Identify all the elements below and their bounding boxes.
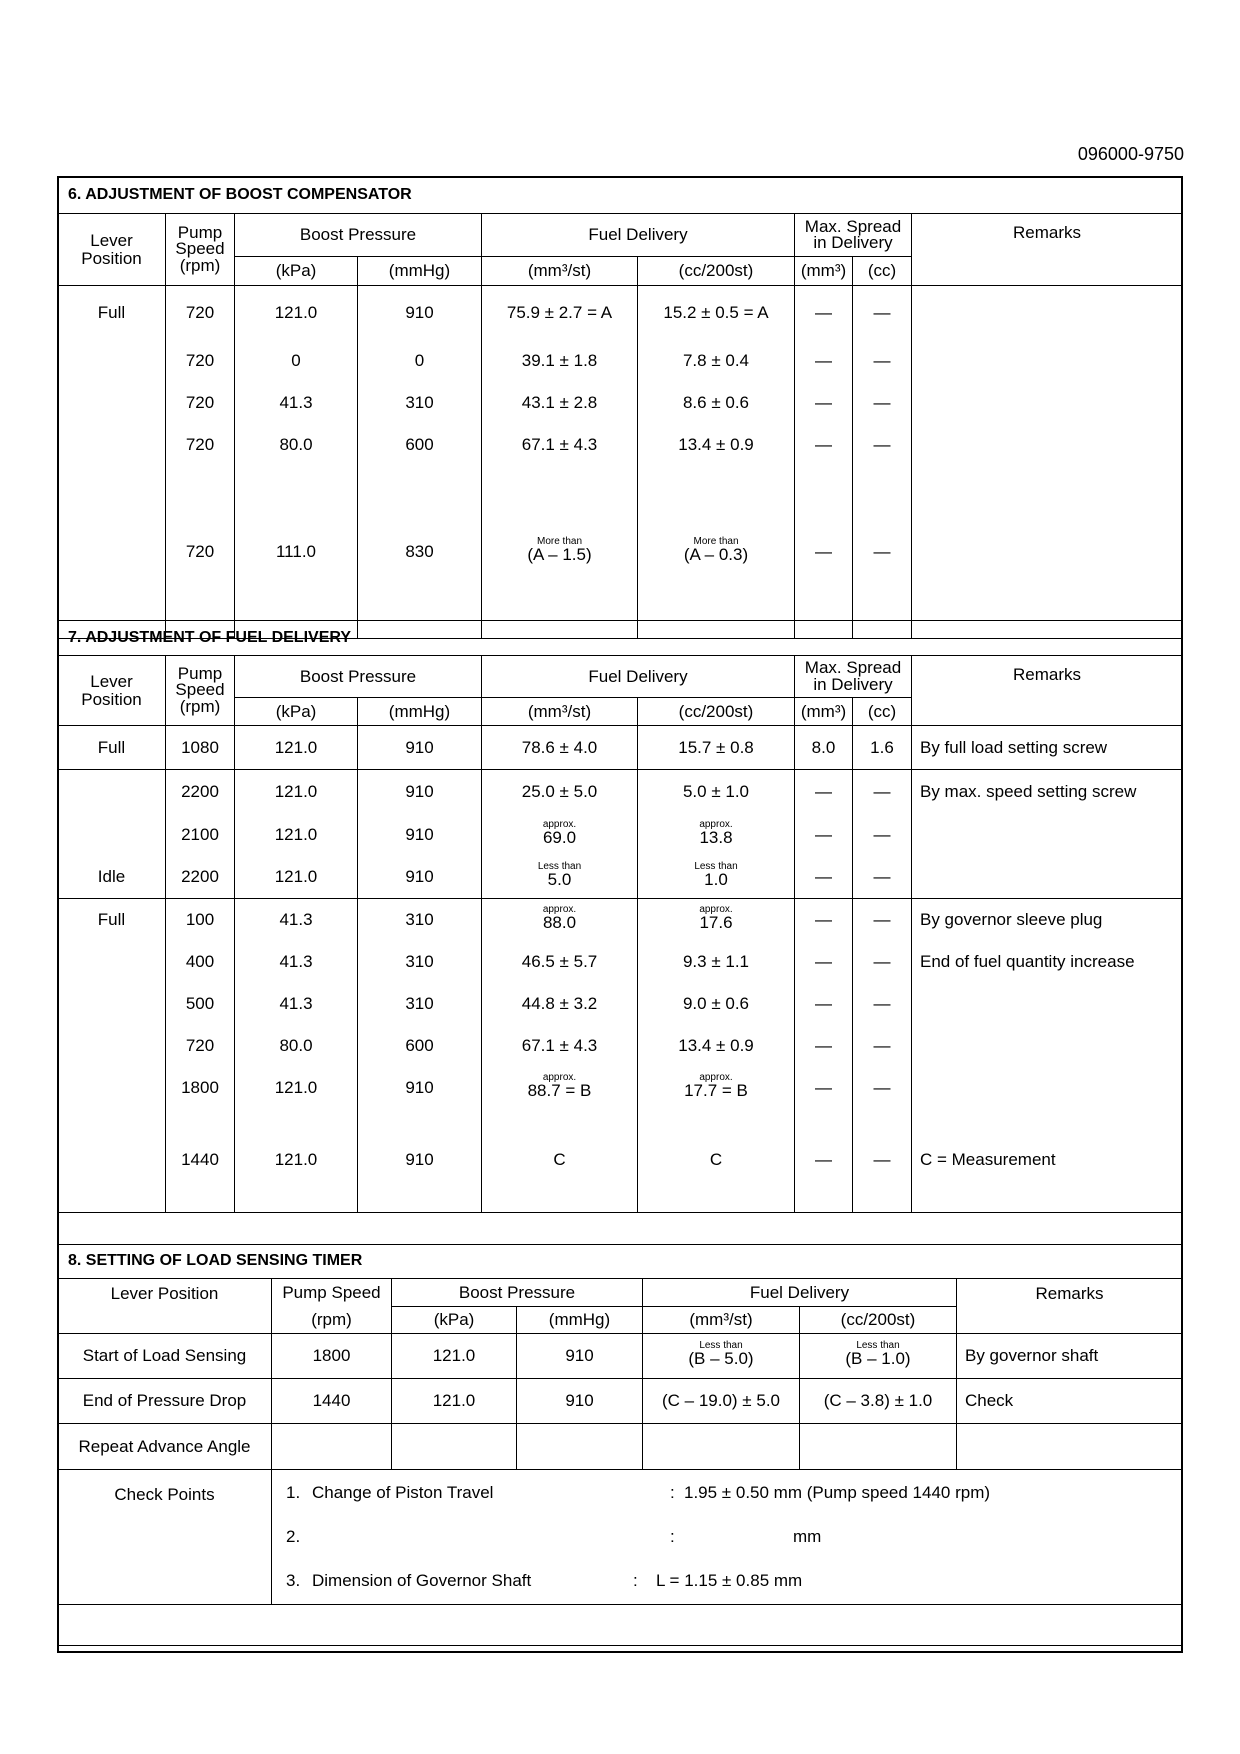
fuel-mm3-cell: 46.5 ± 5.7 (482, 941, 638, 983)
spread-mm3-cell: 8.0 (795, 726, 853, 770)
fuel-cc-cell: 8.6 ± 0.6 (638, 382, 795, 424)
boost-compensator-table (57, 176, 1183, 639)
spread-cc-cell: — (853, 898, 912, 941)
boost-mmhg-cell: 310 (358, 382, 482, 424)
check-point-value: mm (793, 1527, 822, 1546)
lever-position-cell (58, 770, 166, 814)
boost-kpa-cell: 121.0 (235, 770, 358, 814)
remarks-cell: Check (957, 1379, 1183, 1424)
remarks-cell (912, 856, 1183, 899)
check-point-item (286, 1515, 1182, 1559)
boost-mmhg-cell: 830 (358, 466, 482, 639)
fuel-cc-cell-qualifier: Less than (694, 860, 738, 872)
fuel-mm3-cell-qualifier: approx. (542, 818, 577, 830)
fuel-mm3-cell: 39.1 ± 1.8 (482, 340, 638, 382)
load-sensing-timer-table (57, 1244, 1183, 1646)
fuel-cc-cell: C (638, 1109, 795, 1212)
boost-mmhg-cell: 600 (358, 1025, 482, 1067)
fuel-delivery-header: Fuel Delivery (482, 214, 795, 257)
boost-mmhg-cell: 910 (358, 814, 482, 856)
pump-speed-cell: 400 (166, 941, 235, 983)
boost-kpa-cell: 121.0 (235, 814, 358, 856)
spread-mm3-cell: — (795, 466, 853, 639)
row-label-cell: End of Pressure Drop (58, 1379, 272, 1424)
spread-cc-cell: — (853, 424, 912, 466)
fuel-mm3-cell: Less than 5.0 (482, 856, 638, 899)
remarks-cell (912, 466, 1183, 639)
pump-speed-cell: 100 (166, 898, 235, 941)
pump-speed-cell: 2200 (166, 770, 235, 814)
remarks-cell (912, 814, 1183, 856)
spread-cc-cell: 1.6 (853, 726, 912, 770)
boost-mmhg-cell: 310 (358, 983, 482, 1025)
fuel-cc-cell: approx. 17.7 = B (638, 1067, 795, 1109)
pump-speed-cell: 720 (166, 1025, 235, 1067)
spread-cc-cell: — (853, 814, 912, 856)
fuel-delivery-header: Fuel Delivery (643, 1279, 957, 1307)
fuel-cc-cell: More than (A – 0.3) (638, 466, 795, 639)
check-point-text: Change of Piston Travel (312, 1483, 494, 1502)
cc-200st-unit: (cc/200st) (638, 698, 795, 726)
spread-cc-cell: — (853, 1025, 912, 1067)
check-point-item (286, 1471, 1182, 1515)
document-number: 096000-9750 (1077, 144, 1184, 164)
boost-mmhg-cell: 910 (358, 1067, 482, 1109)
check-point-text: Dimension of Governor Shaft (312, 1571, 532, 1590)
spread-cc-unit: (cc) (853, 698, 912, 726)
check-point-colon: : (670, 1483, 675, 1502)
blank-footer-row (58, 1605, 1183, 1646)
boost-mmhg-cell: 910 (358, 726, 482, 770)
fuel-cc-cell: 13.4 ± 0.9 (638, 1025, 795, 1067)
check-point-colon: : (670, 1527, 675, 1546)
check-point-number: 3. (286, 1571, 301, 1590)
mmhg-unit: (mmHg) (358, 257, 482, 286)
fuel-mm3-cell: 25.0 ± 5.0 (482, 770, 638, 814)
pump-speed-header: Pump Speed (rpm) (166, 656, 235, 726)
boost-kpa-cell (392, 1424, 517, 1470)
lever-position-header: Lever Position (58, 656, 166, 726)
section-6-title: 6. ADJUSTMENT OF BOOST COMPENSATOR (58, 177, 1183, 214)
boost-kpa-cell: 121.0 (392, 1334, 517, 1379)
fuel-cc-cell: Less than (B – 1.0) (800, 1334, 957, 1379)
kpa-unit: (kPa) (235, 698, 358, 726)
fuel-mm3-cell: approx. 88.7 = B (482, 1067, 638, 1109)
table-row (58, 898, 1183, 941)
pump-speed-cell (272, 1424, 392, 1470)
fuel-mm3-cell: 67.1 ± 4.3 (482, 424, 638, 466)
fuel-mm3-cell: 78.6 ± 4.0 (482, 726, 638, 770)
pump-speed-cell: 2100 (166, 814, 235, 856)
fuel-cc-cell: Less than 1.0 (638, 856, 795, 899)
table-row (58, 382, 1183, 424)
check-point-colon: : (633, 1571, 638, 1590)
fuel-cc-cell: 5.0 ± 1.0 (638, 770, 795, 814)
kpa-unit: (kPa) (235, 257, 358, 286)
boost-mmhg-cell: 0 (358, 340, 482, 382)
spread-mm3-unit: (mm³) (795, 698, 853, 726)
fuel-cc-cell: (C – 3.8) ± 1.0 (800, 1379, 957, 1424)
boost-kpa-cell: 111.0 (235, 466, 358, 639)
pump-speed-cell: 1440 (166, 1109, 235, 1212)
rpm-unit: (rpm) (272, 1307, 392, 1334)
table-row (58, 1109, 1183, 1212)
spread-mm3-cell: — (795, 941, 853, 983)
boost-kpa-cell: 121.0 (235, 1067, 358, 1109)
spread-mm3-cell: — (795, 856, 853, 899)
spread-cc-cell: — (853, 856, 912, 899)
boost-kpa-cell: 41.3 (235, 898, 358, 941)
boost-mmhg-cell: 310 (358, 898, 482, 941)
boost-kpa-cell: 121.0 (235, 1109, 358, 1212)
check-point-number: 1. (286, 1483, 301, 1502)
boost-mmhg-cell: 910 (358, 770, 482, 814)
pump-speed-cell: 1080 (166, 726, 235, 770)
fuel-cc-cell: 7.8 ± 0.4 (638, 340, 795, 382)
spread-mm3-cell: — (795, 898, 853, 941)
cc-200st-unit: (cc/200st) (638, 257, 795, 286)
boost-mmhg-cell (517, 1424, 643, 1470)
kpa-unit: (kPa) (392, 1307, 517, 1334)
check-point-value: 1.95 ± 0.50 mm (Pump speed 1440 rpm) (684, 1483, 991, 1502)
boost-mmhg-cell: 310 (358, 941, 482, 983)
remarks-cell (912, 424, 1183, 466)
fuel-cc-cell-qualifier: More than (693, 535, 739, 547)
fuel-mm3-cell (643, 1424, 800, 1470)
fuel-cc-cell: 15.2 ± 0.5 = A (638, 286, 795, 340)
fuel-mm3-cell: (C – 19.0) ± 5.0 (643, 1379, 800, 1424)
lever-position-cell: Full (58, 898, 166, 941)
spread-cc-cell: — (853, 466, 912, 639)
spread-mm3-unit: (mm³) (795, 257, 853, 286)
mm3-st-unit: (mm³/st) (643, 1307, 800, 1334)
lever-position-cell (58, 424, 166, 466)
spread-cc-cell: — (853, 1109, 912, 1212)
mm3-st-unit: (mm³/st) (482, 698, 638, 726)
lever-position-cell: Idle (58, 856, 166, 899)
table-row (58, 856, 1183, 899)
table-row (58, 1067, 1183, 1109)
lever-position-cell: Full (58, 726, 166, 770)
pump-speed-cell: 720 (166, 382, 235, 424)
remarks-cell: By governor sleeve plug (912, 898, 1183, 941)
table-row (58, 770, 1183, 814)
lever-position-cell: Full (58, 286, 166, 340)
remarks-cell (912, 1025, 1183, 1067)
lever-position-cell (58, 1067, 166, 1109)
remarks-cell (957, 1424, 1183, 1470)
fuel-mm3-cell: approx. 88.0 (482, 898, 638, 941)
table-row (58, 466, 1183, 639)
remarks-cell: By governor shaft (957, 1334, 1183, 1379)
remarks-header: Remarks (912, 214, 1183, 286)
spread-mm3-cell: — (795, 286, 853, 340)
spread-cc-unit: (cc) (853, 257, 912, 286)
remarks-cell (912, 983, 1183, 1025)
remarks-cell (912, 382, 1183, 424)
section-7-title: 7. ADJUSTMENT OF FUEL DELIVERY (58, 621, 1183, 656)
spread-cc-cell: — (853, 340, 912, 382)
fuel-cc-cell-qualifier: Less than (856, 1340, 900, 1351)
boost-kpa-cell: 41.3 (235, 941, 358, 983)
spread-cc-cell: — (853, 941, 912, 983)
section-8-title: 8. SETTING OF LOAD SENSING TIMER (58, 1245, 1183, 1279)
row-label-cell: Repeat Advance Angle (58, 1424, 272, 1470)
lever-position-cell (58, 1109, 166, 1212)
fuel-mm3-cell: C (482, 1109, 638, 1212)
remarks-cell: End of fuel quantity increase (912, 941, 1183, 983)
lever-position-header: Lever Position (58, 1279, 272, 1334)
boost-mmhg-cell: 910 (517, 1334, 643, 1379)
max-spread-header: Max. Spread in Delivery (795, 214, 912, 257)
boost-mmhg-cell: 600 (358, 424, 482, 466)
table-row (58, 1424, 1183, 1470)
check-point-number: 2. (286, 1527, 301, 1546)
mmhg-unit: (mmHg) (517, 1307, 643, 1334)
remarks-header: Remarks (912, 656, 1183, 726)
pump-speed-cell: 1800 (272, 1334, 392, 1379)
table-row (58, 726, 1183, 770)
boost-kpa-cell: 121.0 (235, 726, 358, 770)
spread-cc-cell: — (853, 1067, 912, 1109)
fuel-cc-cell: 9.3 ± 1.1 (638, 941, 795, 983)
cc-200st-unit: (cc/200st) (800, 1307, 957, 1334)
fuel-mm3-cell: More than (A – 1.5) (482, 466, 638, 639)
spread-mm3-cell: — (795, 1025, 853, 1067)
table-row (58, 814, 1183, 856)
fuel-cc-cell-qualifier: approx. (699, 1072, 733, 1083)
fuel-mm3-cell: 44.8 ± 3.2 (482, 983, 638, 1025)
fuel-cc-cell: 9.0 ± 0.6 (638, 983, 795, 1025)
mm3-st-unit: (mm³/st) (482, 257, 638, 286)
boost-mmhg-cell: 910 (358, 286, 482, 340)
spread-cc-cell: — (853, 983, 912, 1025)
boost-mmhg-cell: 910 (358, 856, 482, 899)
boost-kpa-cell: 41.3 (235, 382, 358, 424)
pump-speed-header: Pump Speed (272, 1279, 392, 1307)
spread-cc-cell: — (853, 286, 912, 340)
fuel-mm3-cell: 75.9 ± 2.7 = A (482, 286, 638, 340)
fuel-cc-cell-qualifier: approx. (699, 818, 733, 830)
check-points-list (272, 1470, 1183, 1605)
remarks-cell (912, 1067, 1183, 1109)
remarks-cell (912, 340, 1183, 382)
fuel-mm3-cell-qualifier: approx. (542, 1072, 577, 1083)
check-point-item (286, 1559, 1182, 1603)
fuel-cc-cell: 13.4 ± 0.9 (638, 424, 795, 466)
pump-speed-cell: 720 (166, 424, 235, 466)
boost-pressure-header: Boost Pressure (392, 1279, 643, 1307)
table-row (58, 340, 1183, 382)
pump-speed-cell: 720 (166, 466, 235, 639)
fuel-mm3-cell-qualifier: Less than (699, 1340, 743, 1351)
pump-speed-cell: 1440 (272, 1379, 392, 1424)
fuel-mm3-cell: 43.1 ± 2.8 (482, 382, 638, 424)
fuel-cc-cell: 15.7 ± 0.8 (638, 726, 795, 770)
spread-mm3-cell: — (795, 340, 853, 382)
check-point-value: L = 1.15 ± 0.85 mm (656, 1571, 803, 1590)
spread-cc-cell: — (853, 770, 912, 814)
lever-position-cell (58, 466, 166, 639)
pump-speed-cell: 500 (166, 983, 235, 1025)
boost-kpa-cell: 80.0 (235, 424, 358, 466)
pump-speed-cell: 720 (166, 340, 235, 382)
fuel-mm3-cell-qualifier: Less than (537, 860, 582, 872)
check-points-label: Check Points (58, 1470, 272, 1605)
mmhg-unit: (mmHg) (358, 698, 482, 726)
pump-speed-cell: 1800 (166, 1067, 235, 1109)
fuel-delivery-table (57, 620, 1183, 1213)
pump-speed-cell: 720 (166, 286, 235, 340)
table-row (58, 424, 1183, 466)
fuel-mm3-cell: 67.1 ± 4.3 (482, 1025, 638, 1067)
fuel-mm3-cell: approx. 69.0 (482, 814, 638, 856)
table-row (58, 983, 1183, 1025)
boost-pressure-header: Boost Pressure (235, 214, 482, 257)
boost-mmhg-cell: 910 (517, 1379, 643, 1424)
spread-cc-cell: — (853, 382, 912, 424)
boost-kpa-cell: 41.3 (235, 983, 358, 1025)
fuel-mm3-cell: Less than (B – 5.0) (643, 1334, 800, 1379)
fuel-delivery-header: Fuel Delivery (482, 656, 795, 698)
boost-kpa-cell: 121.0 (235, 856, 358, 899)
fuel-cc-cell: approx. 13.8 (638, 814, 795, 856)
max-spread-header: Max. Spread in Delivery (795, 656, 912, 698)
boost-mmhg-cell: 910 (358, 1109, 482, 1212)
lever-position-header: Lever Position (58, 214, 166, 286)
fuel-cc-cell (800, 1424, 957, 1470)
boost-kpa-cell: 121.0 (235, 286, 358, 340)
lever-position-cell (58, 941, 166, 983)
spread-mm3-cell: — (795, 424, 853, 466)
spread-mm3-cell: — (795, 983, 853, 1025)
table-row (58, 286, 1183, 340)
boost-pressure-header: Boost Pressure (235, 656, 482, 698)
spread-mm3-cell: — (795, 770, 853, 814)
remarks-header: Remarks (957, 1279, 1183, 1334)
spread-mm3-cell: — (795, 382, 853, 424)
fuel-cc-cell: approx. 17.6 (638, 898, 795, 941)
spread-mm3-cell: — (795, 1109, 853, 1212)
table-row (58, 1334, 1183, 1379)
remarks-cell: C = Measurement (912, 1109, 1183, 1212)
table-row (58, 1025, 1183, 1067)
remarks-cell: By max. speed setting screw (912, 770, 1183, 814)
boost-kpa-cell: 121.0 (392, 1379, 517, 1424)
boost-kpa-cell: 0 (235, 340, 358, 382)
table-row (58, 1379, 1183, 1424)
lever-position-cell (58, 1025, 166, 1067)
lever-position-cell (58, 382, 166, 424)
pump-speed-header: Pump Speed (rpm) (166, 214, 235, 286)
remarks-cell (912, 286, 1183, 340)
remarks-cell: By full load setting screw (912, 726, 1183, 770)
spread-mm3-cell: — (795, 1067, 853, 1109)
spread-mm3-cell: — (795, 814, 853, 856)
fuel-mm3-cell-qualifier: More than (536, 535, 583, 547)
pump-speed-cell: 2200 (166, 856, 235, 899)
lever-position-cell (58, 340, 166, 382)
row-label-cell: Start of Load Sensing (58, 1334, 272, 1379)
table-row (58, 941, 1183, 983)
fuel-mm3-cell-qualifier: approx. (542, 903, 577, 915)
fuel-cc-cell-qualifier: approx. (699, 903, 733, 915)
lever-position-cell (58, 814, 166, 856)
lever-position-cell (58, 983, 166, 1025)
boost-kpa-cell: 80.0 (235, 1025, 358, 1067)
